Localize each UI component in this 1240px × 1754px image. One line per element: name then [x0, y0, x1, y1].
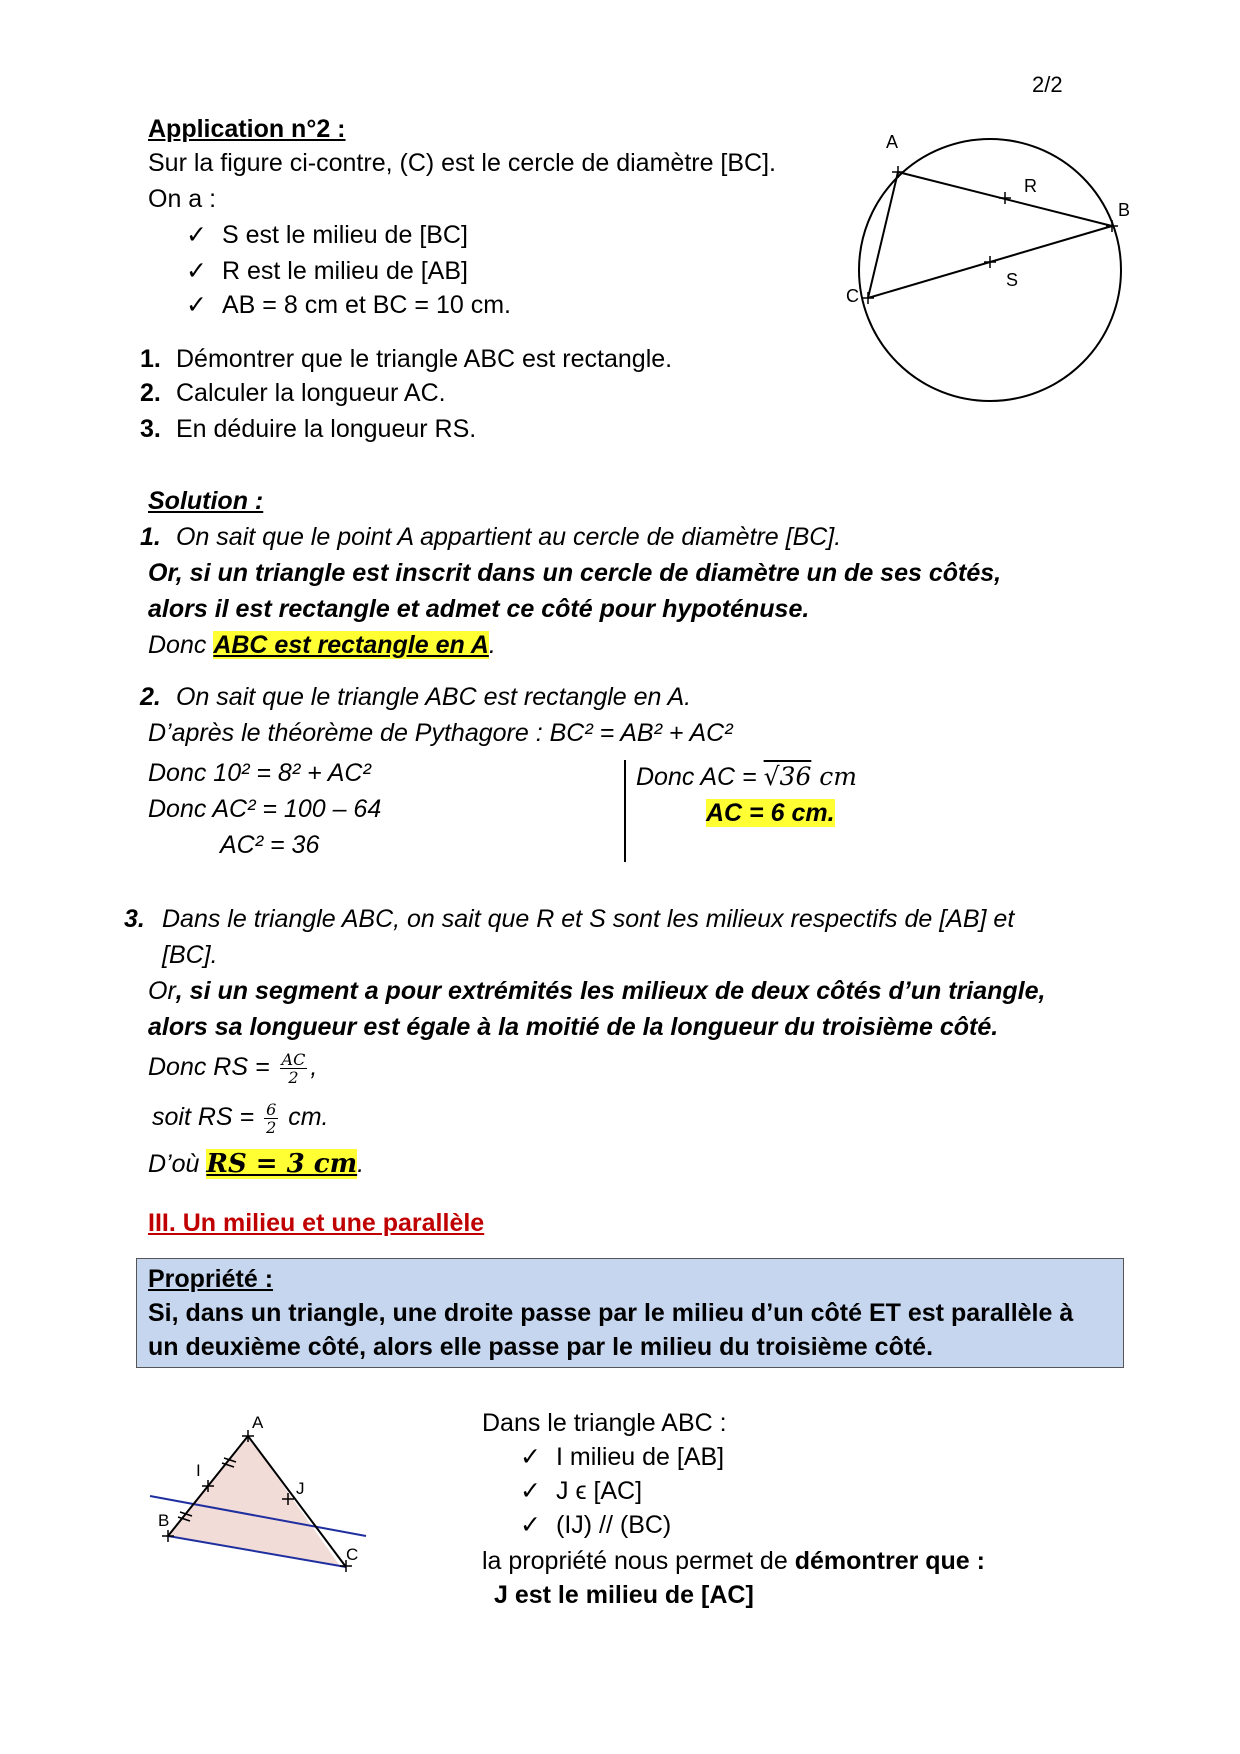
solution-3-donc: Donc RS = $\frac{AC}{2}$ ,: [148, 1049, 318, 1087]
label-c: C: [346, 1545, 359, 1564]
solution-3-line-1: 3. Dans le triangle ABC, on sait que R et S sont les milieux respectifs de [AB] et: [124, 905, 1015, 933]
application-intro-1: Sur la figure ci-contre, (C) est le cercle de diamètre [BC].: [148, 149, 777, 177]
result-highlight: ABC est rectangle en A: [213, 631, 489, 659]
question-item: 2. Calculer la longueur AC.: [140, 379, 446, 407]
solution-2-right-1: Donc AC = √36 cm: [636, 762, 858, 791]
solution-title: Solution :: [148, 487, 264, 515]
solution-3-conclusion: D’où RS = 3 cm.: [148, 1149, 365, 1179]
check-icon: ✓: [520, 1477, 541, 1505]
example-item: ✓ J ϵ [AC]: [520, 1474, 642, 1508]
label-a: A: [886, 132, 899, 152]
solution-2-left-1: Donc 10² = 8² + AC²: [148, 759, 371, 787]
property-title: Propriété :: [148, 1265, 274, 1293]
label-a: A: [252, 1413, 264, 1432]
solution-1-line-3: alors il est rectangle et admet ce côté pour hypoténuse.: [148, 595, 810, 623]
solution-1-line-1: 1. On sait que le point A appartient au cercle de diamètre [BC].: [140, 523, 842, 551]
solution-3-line-3: alors sa longueur est égale à la moitié de la longueur du troisième côté.: [148, 1013, 999, 1041]
check-icon: ✓: [520, 1511, 541, 1539]
check-icon: ✓: [186, 291, 207, 319]
solution-1-line-2: Or, si un triangle est inscrit dans un cercle de diamètre un de ses côtés,: [148, 559, 1002, 587]
example-intro: Dans le triangle ABC :: [482, 1409, 727, 1437]
solution-2-right-2: [706, 796, 835, 830]
question-item: 1. Démontrer que le triangle ABC est rectangle.: [140, 345, 673, 373]
label-j: J: [296, 1479, 305, 1498]
solution-3-line-2: Or, si un segment a pour extrémités les milieux de deux côtés d’un triangle,: [148, 977, 1046, 1005]
given-item: ✓ R est le milieu de [AB]: [186, 254, 468, 288]
label-r: R: [1024, 176, 1037, 196]
check-icon: ✓: [520, 1443, 541, 1471]
solution-1-conclusion: Donc ABC est rectangle en A.: [148, 631, 496, 659]
application-intro-2: On a :: [148, 185, 217, 213]
example-conclusion: la propriété nous permet de démontrer que :: [482, 1547, 985, 1575]
solution-2-line-2: D’après le théorème de Pythagore : BC² = AB² + AC²: [148, 719, 733, 747]
circle-c: [859, 139, 1121, 401]
segment-ca: [868, 172, 898, 298]
given-item: ✓ S est le milieu de [BC]: [186, 218, 468, 252]
solution-3-line-1b: [BC].: [162, 941, 218, 969]
section-title: III. Un milieu et une parallèle: [148, 1209, 485, 1237]
label-c: C: [846, 286, 859, 306]
given-item: ✓ AB = 8 cm et BC = 10 cm.: [186, 288, 511, 322]
fraction: $\frac{6}{2}$: [266, 1099, 277, 1137]
label-b: B: [1118, 200, 1131, 220]
page-number: 2/2: [1032, 72, 1063, 97]
circle-figure: [840, 120, 1140, 410]
example-item: ✓ I milieu de [AB]: [520, 1440, 724, 1474]
example-result: J est le milieu de [AC]: [494, 1581, 754, 1609]
triangle-figure: [140, 1400, 380, 1590]
sqrt-expression: √36: [763, 762, 812, 791]
check-icon: ✓: [186, 257, 207, 285]
triangle-fill: [168, 1436, 340, 1566]
application-title: Application n°2 :: [148, 115, 346, 143]
label-b: B: [158, 1511, 170, 1530]
property-line-2: un deuxième côté, alors elle passe par le milieu du troisième côté.: [148, 1333, 934, 1361]
result-highlight: AC = 6 cm.: [706, 799, 835, 827]
label-i: I: [196, 1461, 201, 1480]
question-item: 3. En déduire la longueur RS.: [140, 415, 477, 443]
fraction: $\frac{AC}{2}$: [281, 1049, 306, 1087]
example-item: ✓ (IJ) // (BC): [520, 1508, 671, 1542]
solution-2-left-3: AC² = 36: [220, 831, 320, 859]
column-divider: [624, 760, 626, 862]
solution-2-left-2: Donc AC² = 100 – 64: [148, 795, 382, 823]
solution-2-line-1: 2. On sait que le triangle ABC est rectangle en A.: [140, 683, 692, 711]
label-s: S: [1006, 270, 1019, 290]
solution-3-soit: soit RS = $\frac{6}{2}$ cm.: [152, 1099, 329, 1137]
result-highlight: RS = 3 cm: [206, 1149, 358, 1179]
property-line-1: Si, dans un triangle, une droite passe par le milieu d’un côté ET est parallèle à: [148, 1299, 1074, 1327]
check-icon: ✓: [186, 221, 207, 249]
